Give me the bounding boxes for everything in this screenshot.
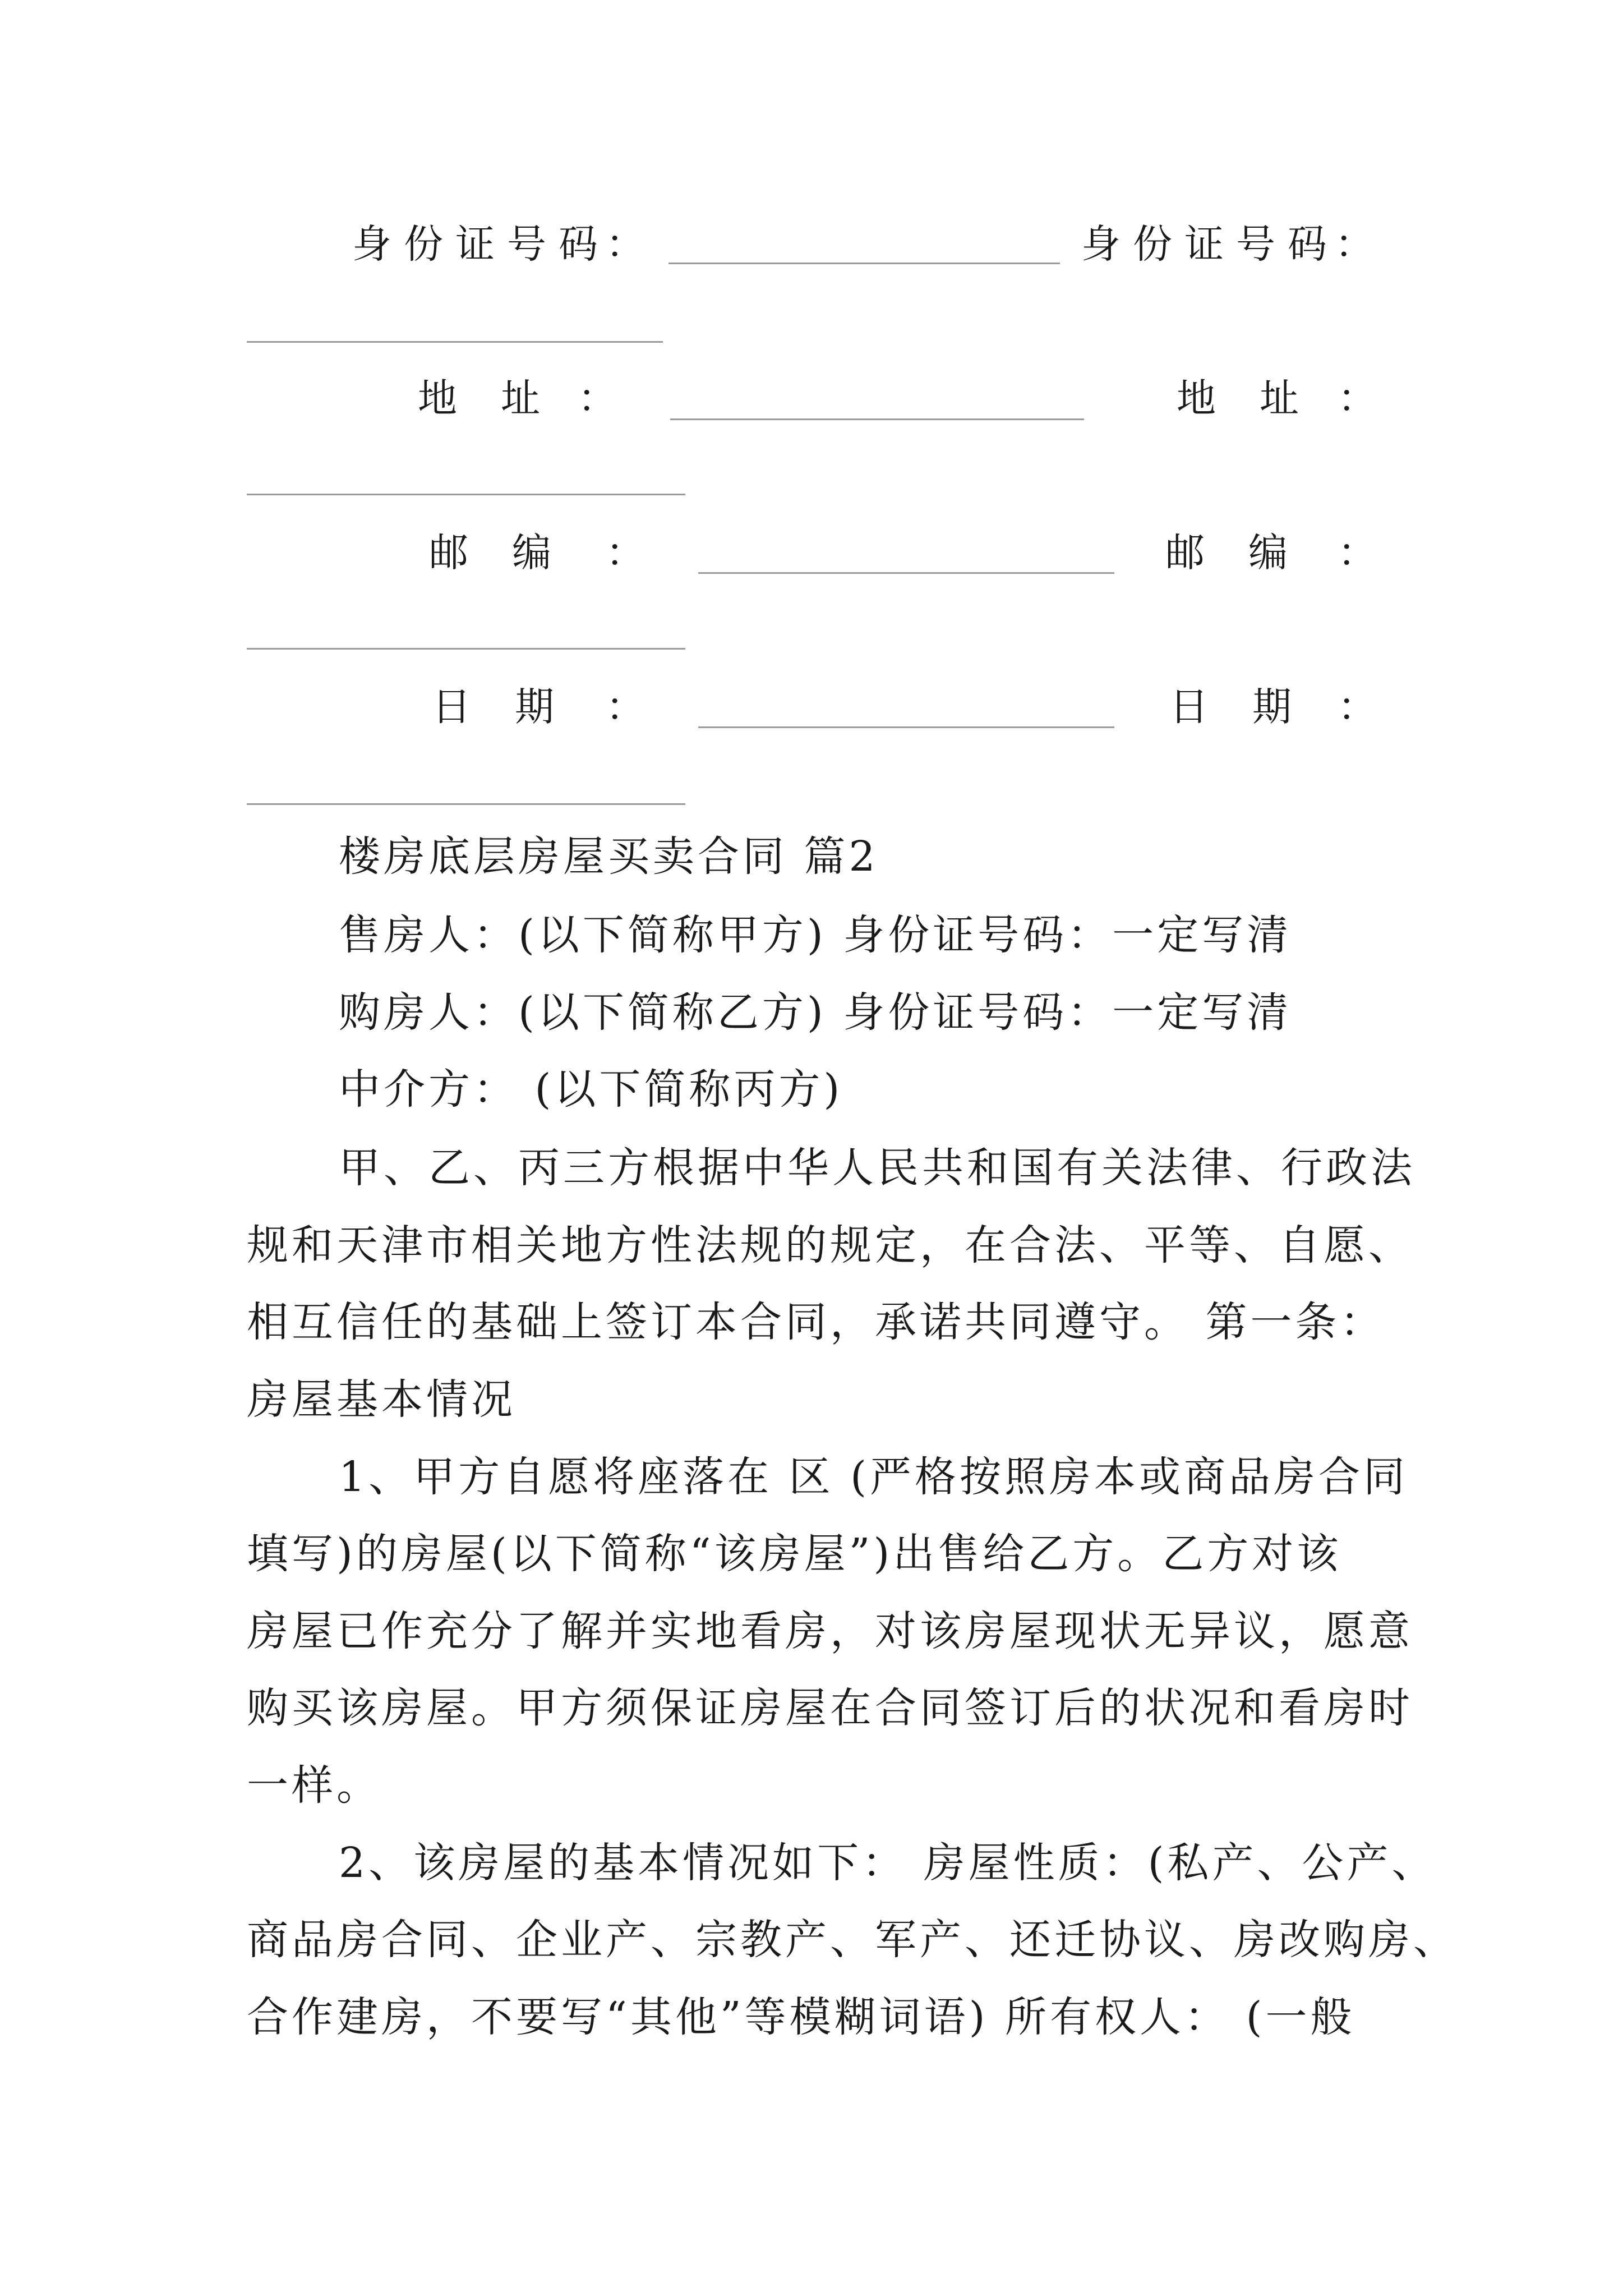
date-label-right: 日期 xyxy=(1169,684,1335,730)
date-colon-left: ： xyxy=(606,684,645,730)
id-colon-left: ： xyxy=(606,221,645,267)
id-label-left: 身份证号码 xyxy=(352,221,610,267)
contract-title: 楼房底层房屋买卖合同 篇2 xyxy=(339,832,879,881)
p2-line-2: 商品房合同、企业产、宗教产、军产、还迁协议、房改购房、 xyxy=(247,1916,1458,1964)
intro-line-4: 房屋基本情况 xyxy=(247,1375,516,1424)
date-blank-left xyxy=(698,726,1114,728)
p1-line-2: 填写)的房屋(以下简称“该房屋”)出售给乙方。乙方对该 xyxy=(247,1530,1342,1578)
id-label-right: 身份证号码 xyxy=(1081,221,1339,267)
p2-line-1: 2、该房屋的基本情况如下： 房屋性质：(私产、公产、 xyxy=(339,1839,1437,1887)
address-label-left: 地址 xyxy=(418,375,584,421)
zip-label-left: 邮编 xyxy=(429,530,595,576)
id-colon-right: ： xyxy=(1335,221,1374,267)
intro-line-1: 甲、乙、丙三方根据中华人民共和国有关法律、行政法 xyxy=(339,1144,1415,1192)
agent-line: 中介方： (以下简称丙方) xyxy=(339,1065,843,1114)
id-blank-right xyxy=(247,341,663,343)
date-colon-right: ： xyxy=(1338,684,1377,730)
date-label-left: 日期 xyxy=(432,684,598,730)
address-colon-left: ： xyxy=(578,375,617,421)
intro-line-2: 规和天津市相关地方性法规的规定，在合法、平等、自愿、 xyxy=(247,1221,1413,1269)
p2-line-3: 合作建房，不要写“其他”等模糊词语) 所有权人： (一般 xyxy=(247,1993,1355,2041)
zip-colon-right: ： xyxy=(1338,530,1377,576)
address-blank-right xyxy=(247,494,685,495)
address-colon-right: ： xyxy=(1338,375,1377,421)
id-blank-left xyxy=(668,263,1060,264)
zip-blank-right xyxy=(247,648,685,650)
p1-line-3: 房屋已作充分了解并实地看房，对该房屋现状无异议，愿意 xyxy=(247,1607,1413,1655)
date-blank-right xyxy=(247,803,685,805)
zip-blank-left xyxy=(698,572,1114,574)
p1-line-1: 1、甲方自愿将座落在 区 (严格按照房本或商品房合同 xyxy=(339,1453,1408,1501)
address-label-right: 地址 xyxy=(1177,375,1343,421)
seller-line: 售房人：(以下简称甲方) 身份证号码：一定写清 xyxy=(339,911,1292,959)
address-blank-left xyxy=(670,418,1084,420)
buyer-line: 购房人：(以下简称乙方) 身份证号码：一定写清 xyxy=(339,988,1292,1037)
intro-line-3: 相互信任的基础上签订本合同，承诺共同遵守。 第一条： xyxy=(247,1298,1385,1346)
p1-line-5: 一样。 xyxy=(247,1761,381,1810)
zip-label-right: 邮编 xyxy=(1165,530,1331,576)
zip-colon-left: ： xyxy=(606,530,645,576)
p1-line-4: 购买该房屋。甲方须保证房屋在合同签订后的状况和看房时 xyxy=(247,1684,1413,1732)
